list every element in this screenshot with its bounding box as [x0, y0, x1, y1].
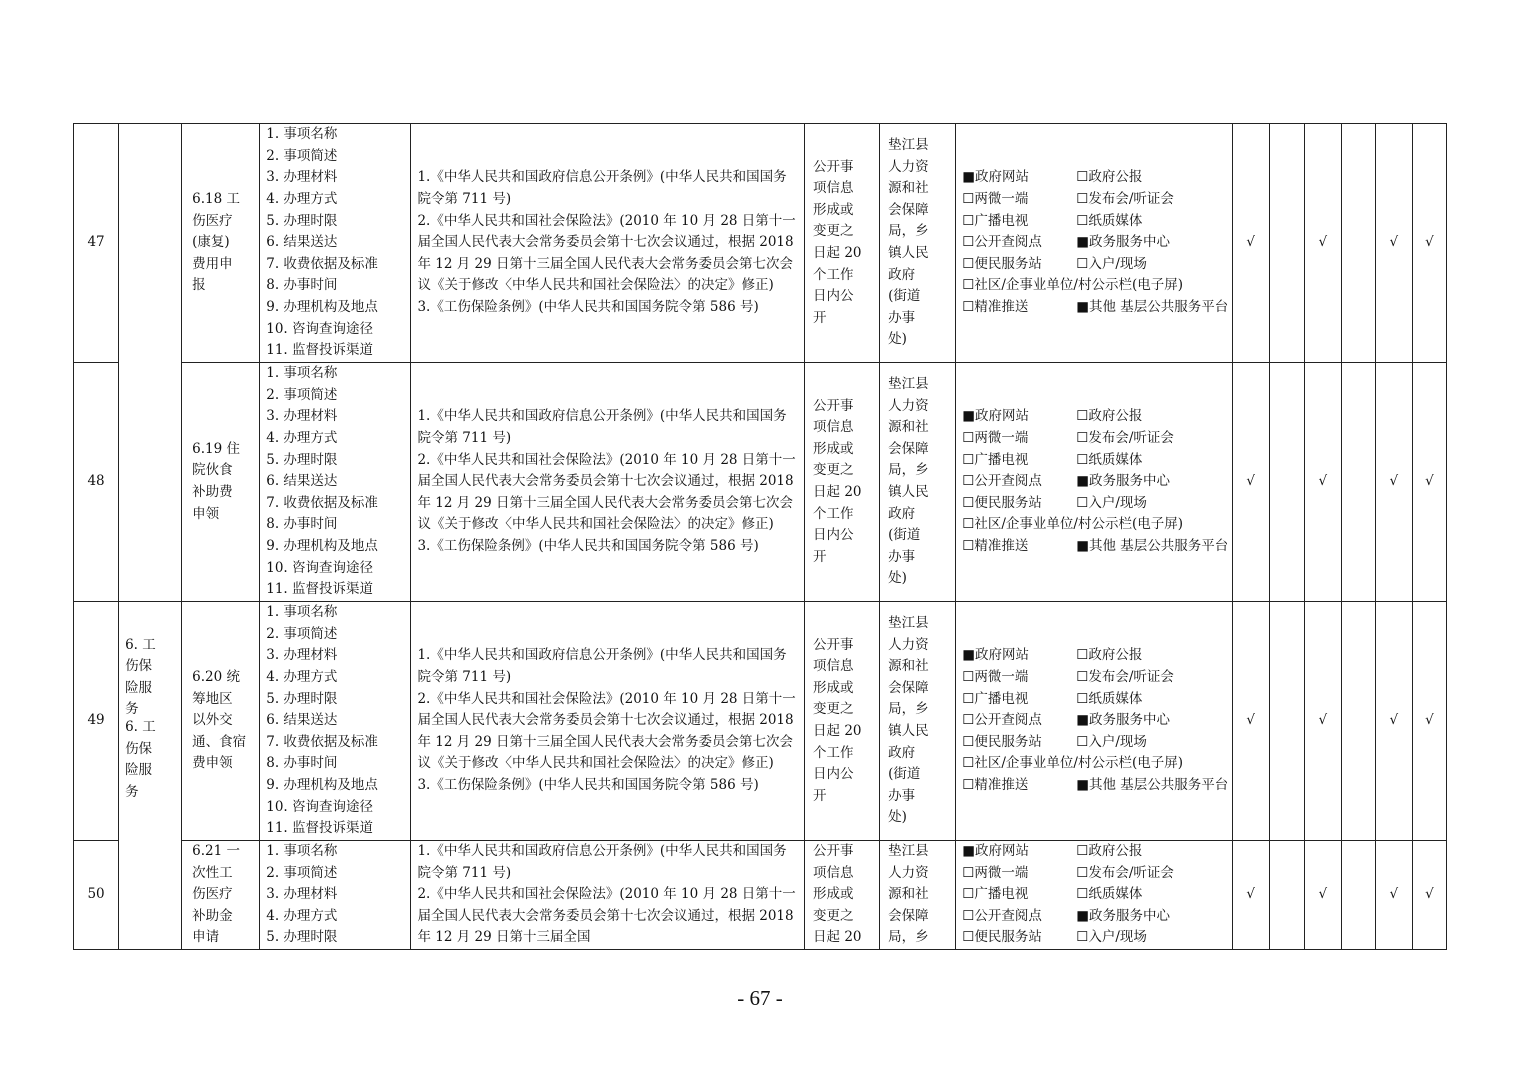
text-line: 人力资	[888, 397, 929, 414]
row-number: 49	[74, 602, 119, 841]
check-cell: √	[1412, 602, 1446, 841]
channel-option: ☐便民服务站	[962, 733, 1042, 750]
channel-option: ☐广播电视	[962, 451, 1029, 468]
text-line: 局，乡	[888, 929, 929, 946]
text-line: 日起 20	[813, 484, 862, 500]
channel-option: ☐两微一端	[962, 864, 1029, 881]
check-cell: √	[1375, 124, 1412, 363]
basis-cell	[411, 363, 805, 602]
text-line: 镇人民	[888, 723, 929, 739]
text-line: 变更之	[813, 701, 854, 718]
text-line: 2. 事项简述	[266, 386, 338, 403]
text-line: 2. 事项简述	[266, 625, 338, 642]
check-cell: √	[1304, 124, 1341, 363]
text-line: 局，乡	[888, 223, 929, 240]
text-line: 人力资	[888, 636, 929, 653]
text-line: 7. 收费依据及标准	[266, 255, 378, 272]
channel-option: ☐精准推送	[962, 776, 1029, 793]
text-line: 5. 办理时限	[266, 212, 338, 229]
text-line: 镇人民	[888, 245, 929, 261]
channel-option: ■其他 基层公共服务平台	[1076, 776, 1229, 793]
text-line: 1. 事项名称	[266, 843, 338, 859]
text-line: 垫江县	[888, 137, 929, 154]
text-line: 政府	[888, 505, 916, 522]
text-line: 10. 咨询查询途径	[266, 798, 374, 815]
text-line: 变更之	[813, 462, 854, 479]
text-line: 10. 咨询查询途径	[266, 320, 374, 337]
text-line: 开	[813, 548, 827, 565]
text-line: 1.《中华人民共和国政府信息公开条例》(中华人民共和国国务院令第 711 号)	[417, 843, 787, 881]
text-line: 9. 办理机构及地点	[266, 537, 378, 554]
basis-cell	[411, 841, 805, 950]
text-line: 公开事	[813, 397, 854, 414]
channel-option: ☐便民服务站	[962, 929, 1042, 946]
text-line: 办事	[888, 787, 916, 804]
text-line: 3.《工伤保险条例》(中华人民共和国国务院令第 586 号)	[417, 298, 759, 315]
text-line: 局，乡	[888, 462, 929, 479]
check-cell: √	[1304, 602, 1341, 841]
contents-cell	[260, 363, 411, 602]
time-limit-cell	[805, 124, 880, 363]
channel-option: ■其他 基层公共服务平台	[1076, 298, 1229, 315]
text-line: 3.《工伤保险条例》(中华人民共和国国务院令第 586 号)	[417, 776, 759, 793]
text-line: 9. 办理机构及地点	[266, 298, 378, 315]
text-line: 8. 办事时间	[266, 277, 338, 294]
text-line: 4. 办理方式	[266, 191, 338, 208]
text-line: 1.《中华人民共和国政府信息公开条例》(中华人民共和国国务院令第 711 号)	[417, 408, 787, 447]
text-line: 垫江县	[888, 615, 929, 632]
text-line: 形成或	[813, 201, 854, 218]
text-line: 伤保	[125, 740, 153, 757]
text-line: 补助费	[192, 484, 233, 500]
channel-option: ☐精准推送	[962, 537, 1029, 554]
channel-option: ☐入户/现场	[1076, 494, 1147, 511]
text-line: 项信息	[813, 180, 854, 197]
channel-option: ■政府网站	[962, 843, 1030, 859]
subject-cell	[880, 841, 956, 950]
text-line: 次性工	[192, 864, 233, 881]
check-cell: √	[1412, 363, 1446, 602]
item-name-cell	[182, 602, 260, 841]
channel-option: ☐社区/企事业单位/村公示栏(电子屏)	[962, 755, 1183, 772]
text-line: 院伙食	[192, 462, 233, 479]
time-limit-cell	[805, 602, 880, 841]
check-cell: √	[1375, 841, 1412, 950]
text-line: 务	[125, 784, 139, 801]
channel-option: ☐两微一端	[962, 191, 1029, 208]
contents-cell	[260, 124, 411, 363]
channel-option: ☐社区/企事业单位/村公示栏(电子屏)	[962, 516, 1183, 533]
text-line: 以外交	[192, 712, 233, 729]
text-line: 开	[813, 309, 827, 326]
text-line: 4. 办理方式	[266, 907, 338, 924]
text-line: 8. 办事时间	[266, 755, 338, 772]
channel-option: ☐纸质媒体	[1076, 212, 1143, 229]
text-line: 3.《工伤保险条例》(中华人民共和国国务院令第 586 号)	[417, 537, 759, 554]
text-line: 形成或	[813, 679, 854, 696]
channel-option: ☐公开查阅点	[962, 234, 1042, 251]
check-cell: √	[1375, 602, 1412, 841]
channel-option: ☐发布会/听证会	[1076, 864, 1174, 881]
text-line: 1. 事项名称	[266, 126, 338, 143]
text-line: 2.《中华人民共和国社会保险法》(2010 年 10 月 28 日第十一届全国人民代表大会常务委员会第十七次会议通过，根据 2018 年 12 月 29 日第十三届全国人民代表大会常务委员会第七次会议《关于修改〈中华人民共和国社会保险法〉的决定》修正)	[417, 690, 796, 772]
text-line: 6.18 工	[192, 191, 240, 208]
text-line: 会保障	[888, 440, 929, 457]
text-line: 项信息	[813, 658, 854, 675]
disclosure-table	[73, 123, 1447, 950]
channel-option: ■其他 基层公共服务平台	[1076, 537, 1229, 554]
text-line: 8. 办事时间	[266, 516, 338, 533]
table-row	[74, 841, 1447, 950]
channel-option: ☐政府公报	[1076, 408, 1143, 425]
text-line: 3. 办理材料	[266, 886, 338, 903]
channel-option: ■政府网站	[962, 408, 1030, 425]
channel-option: ☐发布会/听证会	[1076, 430, 1174, 447]
table-row	[74, 124, 1447, 363]
item-name-cell	[182, 363, 260, 602]
check-cell	[1269, 363, 1304, 602]
channel-option: ■政务服务中心	[1076, 473, 1171, 490]
check-cell: √	[1232, 602, 1269, 841]
text-line: 处)	[888, 331, 907, 348]
channel-option: ☐便民服务站	[962, 494, 1042, 511]
channel-option: ■政务服务中心	[1076, 907, 1171, 924]
text-line: 项信息	[813, 419, 854, 436]
text-line: 伤保	[125, 658, 153, 675]
text-line: 3. 办理材料	[266, 647, 338, 664]
page-number: - 67 -	[737, 986, 783, 1010]
channel-option: ☐广播电视	[962, 886, 1029, 903]
text-line: 形成或	[813, 440, 854, 457]
text-line: 9. 办理机构及地点	[266, 776, 378, 793]
row-number: 50	[74, 841, 119, 950]
text-line: 变更之	[813, 907, 854, 924]
text-line: (康复)	[192, 234, 230, 251]
text-line: 公开事	[813, 636, 854, 653]
text-line: 形成或	[813, 886, 854, 903]
channel-option: ☐入户/现场	[1076, 255, 1147, 272]
text-line: 4. 办理方式	[266, 669, 338, 686]
text-line: 6.20 统	[192, 669, 240, 686]
check-cell	[1341, 363, 1375, 602]
channel-option: ☐政府公报	[1076, 647, 1143, 664]
text-line: 申领	[192, 505, 220, 522]
table-row	[74, 602, 1447, 841]
channel-option: ☐入户/现场	[1076, 733, 1147, 750]
channel-option: ☐政府公报	[1076, 843, 1143, 859]
text-line: 源和社	[888, 180, 929, 197]
channel-option: ☐入户/现场	[1076, 929, 1147, 946]
channels-cell	[956, 363, 1232, 602]
text-line: 变更之	[813, 223, 854, 240]
channel-option: ☐社区/企事业单位/村公示栏(电子屏)	[962, 277, 1183, 294]
text-line: 源和社	[888, 658, 929, 675]
channel-option: ☐广播电视	[962, 690, 1029, 707]
text-line: 政府	[888, 744, 916, 761]
contents-cell	[260, 602, 411, 841]
text-line: 险服	[125, 679, 153, 696]
check-cell	[1269, 602, 1304, 841]
channel-option: ☐公开查阅点	[962, 907, 1042, 924]
text-line: 6. 工	[125, 719, 156, 736]
text-line: 个工作	[813, 744, 854, 761]
subject-cell	[880, 124, 956, 363]
text-line: 会保障	[888, 907, 929, 924]
text-line: 日起 20	[813, 723, 862, 739]
channel-option: ■政府网站	[962, 169, 1030, 186]
text-line: 6. 结果送达	[266, 712, 338, 729]
item-name-cell	[182, 124, 260, 363]
text-line: 6. 结果送达	[266, 234, 338, 251]
text-line: 11. 监督投诉渠道	[266, 820, 374, 837]
channel-option: ■政府网站	[962, 647, 1030, 664]
basis-cell	[411, 602, 805, 841]
text-line: 公开事	[813, 158, 854, 175]
text-line: 筹地区	[192, 690, 233, 707]
text-line: 局，乡	[888, 701, 929, 718]
text-line: 日起 20	[813, 245, 862, 261]
text-line: 项信息	[813, 864, 854, 881]
check-cell	[1269, 124, 1304, 363]
text-line: 源和社	[888, 886, 929, 903]
text-line: 通、食宿	[192, 733, 247, 750]
channel-option: ■政务服务中心	[1076, 234, 1171, 251]
category-cell	[119, 124, 182, 718]
text-line: 2.《中华人民共和国社会保险法》(2010 年 10 月 28 日第十一届全国人民代表大会常务委员会第十七次会议通过，根据 2018 年 12 月 29 日第十三届全国人民代表大会常务委员会第七次会议《关于修改〈中华人民共和国社会保险法〉的决定》修正)	[417, 451, 796, 533]
text-line: 2. 事项简述	[266, 147, 338, 164]
text-line: 日内公	[813, 288, 854, 305]
channel-option: ☐纸质媒体	[1076, 886, 1143, 903]
text-line: 2. 事项简述	[266, 864, 338, 881]
channel-option: ☐发布会/听证会	[1076, 191, 1174, 208]
text-line: 政府	[888, 266, 916, 283]
channel-option: ☐公开查阅点	[962, 712, 1042, 729]
text-line: 日内公	[813, 766, 854, 783]
check-cell	[1341, 841, 1375, 950]
text-line: 办事	[888, 548, 916, 565]
subject-cell	[880, 602, 956, 841]
text-line: 3. 办理材料	[266, 169, 338, 186]
text-line: 5. 办理时限	[266, 690, 338, 707]
item-name-cell	[182, 841, 260, 950]
text-line: 费用申	[192, 255, 233, 272]
channel-option: ☐政府公报	[1076, 169, 1143, 186]
channel-option: ☐两微一端	[962, 669, 1029, 686]
channel-option: ☐发布会/听证会	[1076, 669, 1174, 686]
text-line: 6. 结果送达	[266, 473, 338, 490]
check-cell: √	[1304, 841, 1341, 950]
table-row	[74, 363, 1447, 602]
channels-cell	[956, 841, 1232, 950]
channel-option: ☐纸质媒体	[1076, 690, 1143, 707]
text-line: 伤医疗	[192, 212, 233, 229]
text-line: 个工作	[813, 266, 854, 283]
text-line: 11. 监督投诉渠道	[266, 581, 374, 598]
text-line: 垫江县	[888, 843, 929, 859]
check-cell: √	[1304, 363, 1341, 602]
text-line: 1.《中华人民共和国政府信息公开条例》(中华人民共和国国务院令第 711 号)	[417, 647, 787, 686]
time-limit-cell	[805, 841, 880, 950]
channel-option: ☐精准推送	[962, 298, 1029, 315]
text-line: 费申领	[192, 755, 233, 772]
text-line: 2.《中华人民共和国社会保险法》(2010 年 10 月 28 日第十一届全国人民代表大会常务委员会第十七次会议通过，根据 2018 年 12 月 29 日第十三届全国	[417, 886, 796, 946]
text-line: 务	[125, 701, 139, 718]
check-cell	[1341, 124, 1375, 363]
text-line: 10. 咨询查询途径	[266, 559, 374, 576]
text-line: 个工作	[813, 505, 854, 522]
text-line: 补助金	[192, 907, 233, 924]
text-line: 7. 收费依据及标准	[266, 494, 378, 511]
text-line: 人力资	[888, 864, 929, 881]
text-line: 日内公	[813, 527, 854, 544]
text-line: (街道	[888, 527, 921, 544]
text-line: 报	[192, 277, 206, 294]
text-line: 日起 20	[813, 929, 862, 946]
text-line: 6.21 一	[192, 843, 240, 859]
contents-cell	[260, 841, 411, 950]
text-line: 垫江县	[888, 376, 929, 393]
text-line: 1. 事项名称	[266, 365, 338, 382]
check-cell: √	[1412, 124, 1446, 363]
text-line: 人力资	[888, 158, 929, 175]
channel-option: ☐广播电视	[962, 212, 1029, 229]
channels-cell	[956, 602, 1232, 841]
channel-option: ☐公开查阅点	[962, 473, 1042, 490]
check-cell: √	[1412, 841, 1446, 950]
text-line: 6.19 住	[192, 440, 240, 457]
text-line: 开	[813, 787, 827, 804]
text-line: 3. 办理材料	[266, 408, 338, 425]
text-line: 险服	[125, 762, 153, 779]
subject-cell	[880, 363, 956, 602]
channel-option: ☐两微一端	[962, 430, 1029, 447]
check-cell: √	[1232, 841, 1269, 950]
text-line: 伤医疗	[192, 886, 233, 903]
check-cell: √	[1232, 363, 1269, 602]
text-line: 5. 办理时限	[266, 451, 338, 468]
check-cell: √	[1232, 124, 1269, 363]
text-line: (街道	[888, 766, 921, 783]
row-number: 48	[74, 363, 119, 602]
text-line: 6. 工	[125, 636, 156, 653]
channel-option: ☐便民服务站	[962, 255, 1042, 272]
text-line: 1.《中华人民共和国政府信息公开条例》(中华人民共和国国务院令第 711 号)	[417, 169, 787, 208]
check-cell: √	[1375, 363, 1412, 602]
channel-option: ■政务服务中心	[1076, 712, 1171, 729]
check-cell	[1341, 602, 1375, 841]
text-line: 11. 监督投诉渠道	[266, 342, 374, 359]
text-line: 源和社	[888, 419, 929, 436]
basis-cell	[411, 124, 805, 363]
text-line: 1. 事项名称	[266, 604, 338, 621]
channel-option: ☐纸质媒体	[1076, 451, 1143, 468]
text-line: 4. 办理方式	[266, 430, 338, 447]
text-line: (街道	[888, 288, 921, 305]
text-line: 会保障	[888, 679, 929, 696]
text-line: 5. 办理时限	[266, 929, 338, 946]
row-number: 47	[74, 124, 119, 363]
text-line: 公开事	[813, 843, 854, 859]
channels-cell	[956, 124, 1232, 363]
text-line: 申请	[192, 929, 220, 946]
table-body	[74, 124, 1447, 950]
text-line: 会保障	[888, 201, 929, 218]
text-line: 7. 收费依据及标准	[266, 733, 378, 750]
text-line: 处)	[888, 809, 907, 826]
text-line: 办事	[888, 309, 916, 326]
text-line: 2.《中华人民共和国社会保险法》(2010 年 10 月 28 日第十一届全国人民代表大会常务委员会第十七次会议通过，根据 2018 年 12 月 29 日第十三届全国人民代表大会常务委员会第七次会议《关于修改〈中华人民共和国社会保险法〉的决定》修正)	[417, 212, 796, 294]
time-limit-cell	[805, 363, 880, 602]
text-line: 镇人民	[888, 484, 929, 500]
text-line: 处)	[888, 570, 907, 587]
check-cell	[1269, 841, 1304, 950]
